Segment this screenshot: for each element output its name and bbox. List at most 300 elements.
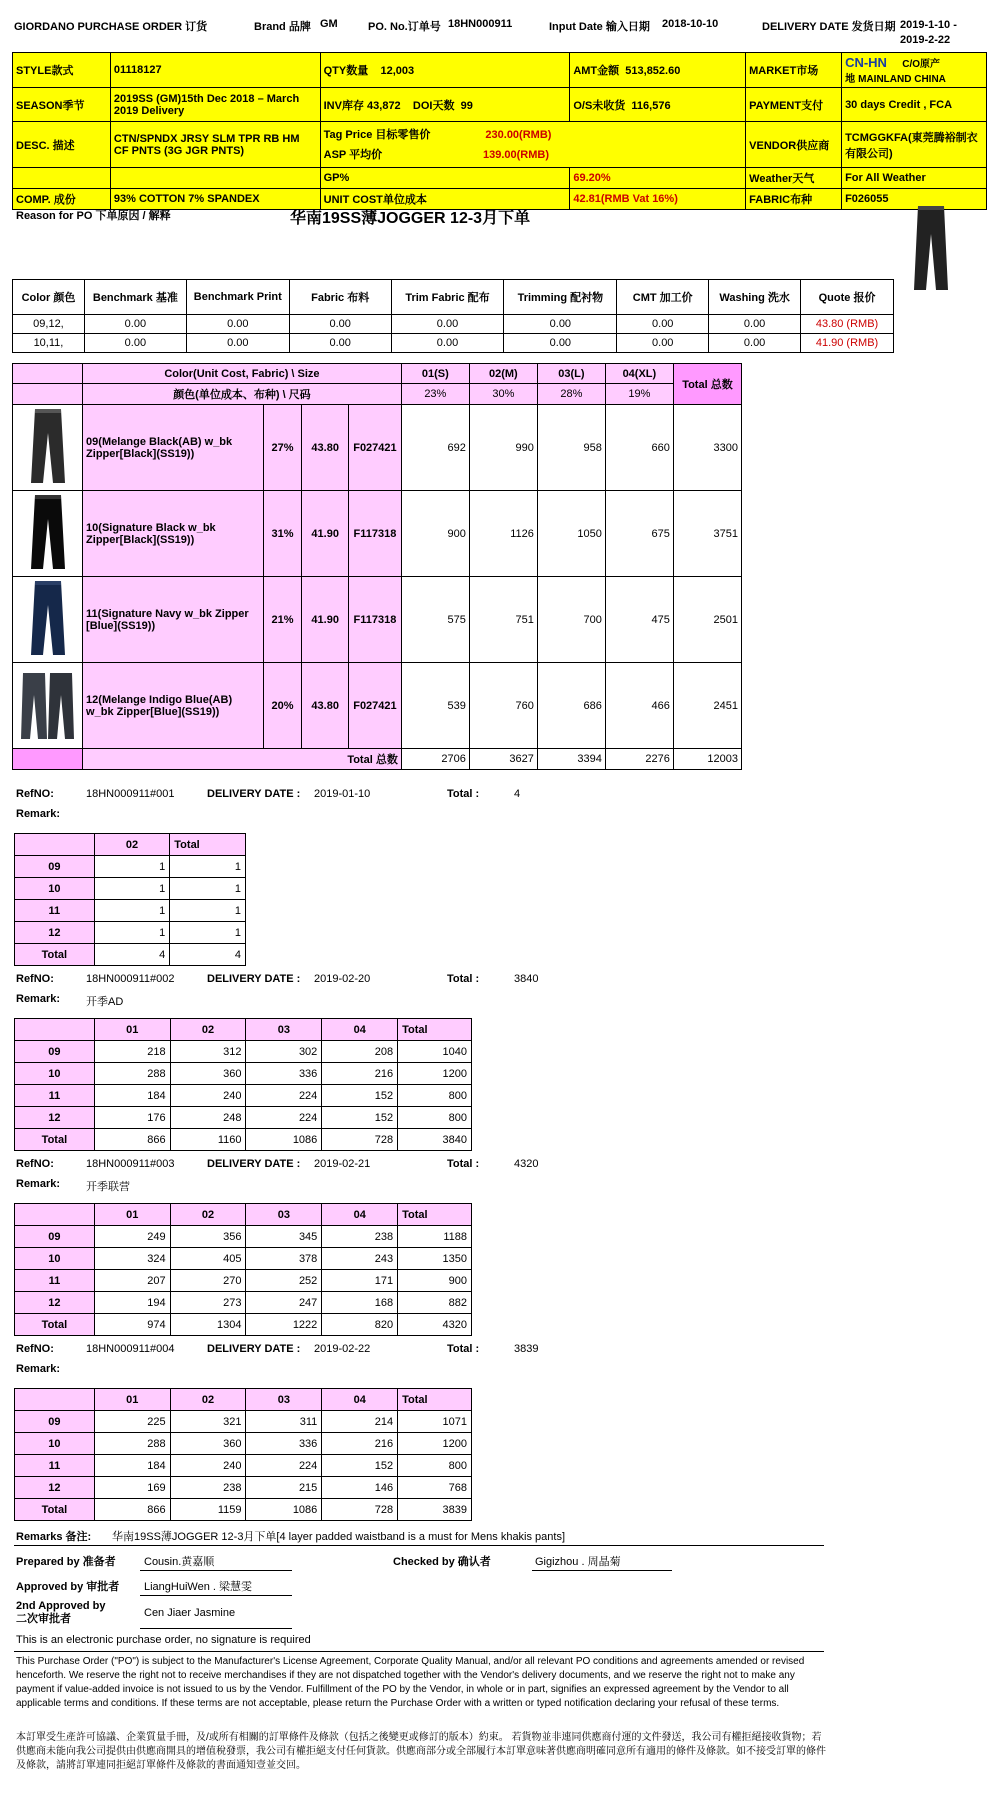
benchmark-cell: 0.00 [186, 334, 289, 353]
grand-total: 12003 [673, 749, 741, 770]
table-row [13, 315, 894, 334]
qty-cell: 866 [94, 1129, 170, 1151]
table-row [15, 1477, 472, 1499]
delivery-total-label: Total : [447, 788, 480, 800]
size-pct: 30% [469, 384, 537, 405]
color-pct: 21% [263, 577, 302, 663]
benchmark-cell: 0.00 [617, 315, 709, 334]
qty-cell: 800 [398, 1455, 472, 1477]
qty-cell: 728 [322, 1129, 398, 1151]
remark-label: Remark: [16, 1178, 61, 1190]
qty-cell: 208 [322, 1041, 398, 1063]
row-header: 11 [15, 1270, 95, 1292]
qty-cell: 184 [94, 1085, 170, 1107]
size-total-row [13, 749, 742, 770]
prepared-value: Cousin.黄嘉顺 [144, 1556, 215, 1568]
po-number: 18HN000911 [448, 18, 513, 30]
row-header: Total [15, 1314, 95, 1336]
qty-cell: 224 [246, 1455, 322, 1477]
reason-label: Reason for PO 下单原因 / 解释 [16, 210, 171, 222]
size-qty: 1050 [537, 491, 605, 577]
row-header: 12 [15, 922, 95, 944]
remark-label: Remark: [16, 993, 61, 1005]
checked-value: Gigizhou . 周晶菊 [535, 1556, 621, 1568]
table-row [15, 1270, 472, 1292]
row-total: 3751 [673, 491, 741, 577]
unit-cost-label: UNIT COST单位成本 [320, 189, 570, 210]
qty-cell: 152 [322, 1107, 398, 1129]
qty-cell: 800 [398, 1107, 472, 1129]
quote-cell: 43.80 (RMB) [801, 315, 894, 334]
color-name: 12(Melange Indigo Blue(AB) w_bk Zipper[Blue](SS19)) [83, 663, 264, 749]
terms-english: This Purchase Order ("PO") is subject to the Manufacturer's License Agreement, Corporate Quality Manual, and/or all relevant PO conditions and agreements amended or revised henceforth. We reserve the right not to receive merchandises if they are not dispatched together with the Vendor's delivery documents, and we reserve the right not to make any payment if value-added invoice is not issued to us by the Vendor. Fulfillment of the PO by the Vendor, in whole or in part, signifies an expressed agreement by the Vendor to all applicable terms and conditions. If these terms are not acceptable, please return the Purchase Order with a written or typed notification declaring your refusal of these terms. [16, 1656, 805, 1709]
row-header: Total [15, 944, 95, 966]
delivery-4-table [14, 1388, 472, 1521]
po-label: PO. No.订单号 [368, 21, 441, 33]
col-header: 03 [246, 1204, 322, 1226]
benchmark-cell: 0.00 [186, 315, 289, 334]
qty-cell: 302 [246, 1041, 322, 1063]
doi-value: 99 [460, 99, 473, 112]
brand-value: GM [320, 18, 338, 30]
row-header: 12 [15, 1477, 95, 1499]
weather-value: For All Weather [842, 168, 987, 189]
os-label: O/S未收货 [573, 99, 626, 112]
qty-cell: 1 [94, 878, 170, 900]
color-pct: 31% [263, 491, 302, 577]
color-name: 10(Signature Black w_bk Zipper[Black](SS19)) [83, 491, 264, 577]
quote-cell: 41.90 (RMB) [801, 334, 894, 353]
table-row [13, 334, 894, 353]
os-cell [570, 88, 746, 122]
row-header: 10 [15, 1063, 95, 1085]
table-row [13, 405, 742, 491]
qty-cell: 270 [170, 1270, 246, 1292]
size-total-label: Total 总数 [83, 749, 402, 770]
row-header: Total [15, 1129, 95, 1151]
remark-value: 开季联营 [86, 1181, 130, 1193]
unit-cost-value: 42.81(RMB Vat 16%) [570, 189, 746, 210]
qty-cell: 378 [246, 1248, 322, 1270]
checked-label: Checked by 确认者 [393, 1556, 491, 1568]
size-qty: 686 [537, 663, 605, 749]
color-cost: 43.80 [302, 663, 349, 749]
fabric-value: F026055 [842, 189, 987, 210]
table-row [15, 944, 246, 966]
remark-label: Remark: [16, 1363, 61, 1375]
table-row [13, 577, 742, 663]
size-qty: 475 [605, 577, 673, 663]
color-name: 11(Signature Navy w_bk Zipper [Blue](SS19)) [83, 577, 264, 663]
delivery-date-label: DELIVERY DATE 发货日期 [762, 21, 896, 33]
qty-cell: 214 [322, 1411, 398, 1433]
delivery-1-table [14, 833, 246, 966]
table-row [15, 1411, 472, 1433]
row-header: Total [15, 1499, 95, 1521]
delivery-date-label: DELIVERY DATE : [207, 1343, 301, 1355]
qty-cell: 146 [322, 1477, 398, 1499]
qty-cell: 4320 [398, 1314, 472, 1336]
qty-cell: 1086 [246, 1129, 322, 1151]
table-row [15, 900, 246, 922]
ref-label: RefNO: [16, 788, 54, 800]
color-fabric: F027421 [349, 405, 402, 491]
qty-cell: 224 [246, 1085, 322, 1107]
benchmark-header-row [13, 280, 894, 315]
qty-cell: 1 [170, 900, 246, 922]
row-header: 11 [15, 900, 95, 922]
ref-label: RefNO: [16, 973, 54, 985]
qty-cell: 1 [94, 922, 170, 944]
co-value: MAINLAND CHINA [858, 74, 946, 85]
qty-cell: 224 [246, 1107, 322, 1129]
table-row [15, 1292, 472, 1314]
qty-cell: 238 [170, 1477, 246, 1499]
qty-label: QTY数量 [323, 65, 369, 77]
row-header: 12 [15, 1292, 95, 1314]
color-fabric: F027421 [349, 663, 402, 749]
col-header: 01 [94, 1389, 170, 1411]
benchmark-header: Fabric 布料 [289, 280, 391, 315]
qty-cell: 405 [170, 1248, 246, 1270]
delivery-date: 2019-01-10 [314, 788, 371, 800]
color-fabric: F117318 [349, 577, 402, 663]
market-value: CN-HN [845, 55, 887, 70]
qty-cell: 1159 [170, 1499, 246, 1521]
col-total: 2706 [401, 749, 469, 770]
row-header: 09 [15, 856, 95, 878]
vendor-value: TCMGGKFA(東莞腾裕制衣有限公司) [842, 122, 987, 168]
approved2-value: Cen Jiaer Jasmine [144, 1607, 236, 1619]
inv-value: 43,872 [367, 99, 401, 112]
qty-cell: 243 [322, 1248, 398, 1270]
row-total: 2501 [673, 577, 741, 663]
benchmark-cell: 0.00 [504, 334, 617, 353]
qty-cell: 152 [322, 1455, 398, 1477]
row-header: 09 [15, 1041, 95, 1063]
qty-cell: 1 [170, 856, 246, 878]
benchmark-cell: 0.00 [391, 315, 504, 334]
table-row [15, 1314, 472, 1336]
ref-number: 18HN000911#002 [86, 973, 175, 985]
electronic-note: This is an electronic purchase order, no signature is required [16, 1634, 311, 1646]
qty-cell: 207 [94, 1270, 170, 1292]
benchmark-header: Color 颜色 [13, 280, 85, 315]
qty-cell: 336 [246, 1433, 322, 1455]
table-row [15, 1085, 472, 1107]
col-header: 01 [94, 1204, 170, 1226]
row-header: 10 [15, 1433, 95, 1455]
size-qty: 751 [469, 577, 537, 663]
po-info-table [12, 52, 987, 210]
comp-value: 93% COTTON 7% SPANDEX [110, 189, 320, 210]
qty-cell: 168 [322, 1292, 398, 1314]
qty-cell: 356 [170, 1226, 246, 1248]
delivery-date-range: 2019-1-10 - 2019-2-22 [900, 19, 957, 46]
qty-cell: 176 [94, 1107, 170, 1129]
qty-cell: 321 [170, 1411, 246, 1433]
qty-cell: 312 [170, 1041, 246, 1063]
col-header: Total [170, 834, 246, 856]
market-co-cell [842, 53, 987, 88]
table-row [15, 1248, 472, 1270]
col-header: 02 [94, 834, 170, 856]
terms-chinese: 本訂單受生產許可協議、企業質量手冊，及/或所有相關的訂單條件及條款（包括之後變更或修訂的版本）約束。 若貨物並非連同供應商付運的文件發送，我公司有權拒絕接收貨物；若供應商未能向我公司提供由供應商開具的增值稅發票，我公司有權拒絕支付任何貨款。供應商部分或全部履行本訂單意味著供應商明確同意所有適用的條件及條款。如不接受訂單的條件及條款，請將訂單連同拒絕訂單條件及條款的書面通知壹並交回。 [16, 1732, 826, 1771]
benchmark-cell: 0.00 [504, 315, 617, 334]
row-header: 11 [15, 1455, 95, 1477]
pants-thumbnail-icon [28, 407, 68, 485]
benchmark-cell: 0.00 [709, 334, 801, 353]
desc-label: DESC. 描述 [13, 122, 111, 168]
qty-cell: 184 [94, 1455, 170, 1477]
qty-cell: 345 [246, 1226, 322, 1248]
delivery-3-table [14, 1203, 472, 1336]
desc-value: CTN/SPNDX JRSY SLM TPR RB HM CF PNTS (3G JGR PNTS) [110, 122, 320, 168]
market-label: MARKET市场 [749, 65, 819, 77]
size-qty: 575 [401, 577, 469, 663]
tag-price-label: Tag Price 目标零售价 [323, 128, 431, 141]
qty-cell: 169 [94, 1477, 170, 1499]
table-row [13, 491, 742, 577]
row-header: 10 [15, 1248, 95, 1270]
qty-cell: 1200 [398, 1433, 472, 1455]
delivery-2-table [14, 1018, 472, 1151]
ref-number: 18HN000911#004 [86, 1343, 175, 1355]
approved2-label: 2nd Approved by 二次审批者 [16, 1600, 106, 1625]
amt-label: AMT金额 [573, 65, 620, 77]
qty-cell: 728 [322, 1499, 398, 1521]
benchmark-header: Trim Fabric 配布 [391, 280, 504, 315]
po-title: GIORDANO PURCHASE ORDER 订货 [14, 21, 208, 33]
qty-cell: 820 [322, 1314, 398, 1336]
benchmark-cell: 0.00 [391, 334, 504, 353]
row-header: 10 [15, 878, 95, 900]
comp-label: COMP. 成份 [13, 189, 111, 210]
remarks-label: Remarks 备注: [16, 1531, 92, 1543]
vendor-label: VENDOR供应商 [746, 122, 842, 168]
qty-cell: 800 [398, 1085, 472, 1107]
qty-cell: 974 [94, 1314, 170, 1336]
qty-cell: 1222 [246, 1314, 322, 1336]
gp-value: 69.20% [570, 168, 746, 189]
remark-value: 开季AD [86, 996, 124, 1008]
qty-cell: 1350 [398, 1248, 472, 1270]
row-header: 09 [15, 1411, 95, 1433]
col-header: Total [398, 1204, 472, 1226]
gp-label: GP% [320, 168, 570, 189]
delivery-date-label: DELIVERY DATE : [207, 1158, 301, 1170]
fabric-label: FABRIC布种 [746, 189, 842, 210]
size-name: 01(S) [401, 364, 469, 384]
size-qty: 675 [605, 491, 673, 577]
size-qty: 1126 [469, 491, 537, 577]
prepared-label: Prepared by 准备者 [16, 1556, 116, 1568]
table-row [15, 1107, 472, 1129]
qty-cell: 240 [170, 1455, 246, 1477]
size-total-header: Total 总数 [673, 364, 741, 405]
benchmark-header: CMT 加工价 [617, 280, 709, 315]
color-cost: 41.90 [302, 577, 349, 663]
input-date-label: Input Date 输入日期 [549, 21, 650, 33]
qty-cell: 1304 [170, 1314, 246, 1336]
os-value: 116,576 [631, 99, 671, 112]
delivery-total-label: Total : [447, 1343, 480, 1355]
col-header: 03 [246, 1389, 322, 1411]
amt-value: 513,852.60 [625, 65, 681, 77]
col-header: 03 [246, 1019, 322, 1041]
qty-cell: 311 [246, 1411, 322, 1433]
benchmark-header: Trimming 配衬物 [504, 280, 617, 315]
qty-cell: 216 [322, 1433, 398, 1455]
co-label: C/O原产地 [845, 59, 941, 85]
size-breakdown-table [12, 363, 742, 770]
reason-title: 华南19SS薄JOGGER 12-3月下单 [290, 210, 531, 227]
qty-cell: 1 [170, 878, 246, 900]
benchmark-cell: 0.00 [289, 334, 391, 353]
delivery-date-label: DELIVERY DATE : [207, 973, 301, 985]
size-name: 03(L) [537, 364, 605, 384]
color-cost: 43.80 [302, 405, 349, 491]
qty-cell: 273 [170, 1292, 246, 1314]
qty-cell: 1 [170, 922, 246, 944]
qty-cell: 360 [170, 1063, 246, 1085]
benchmark-header: Benchmark Print [186, 280, 289, 315]
row-total: 2451 [673, 663, 741, 749]
qty-cell: 866 [94, 1499, 170, 1521]
size-header-1: Color(Unit Cost, Fabric) \ Size [83, 364, 402, 384]
benchmark-header: Washing 洗水 [709, 280, 801, 315]
size-qty: 900 [401, 491, 469, 577]
table-row [15, 1499, 472, 1521]
table-row [15, 922, 246, 944]
style-value: 01118127 [110, 53, 320, 88]
size-qty: 539 [401, 663, 469, 749]
ref-label: RefNO: [16, 1158, 54, 1170]
amt-cell [570, 53, 746, 88]
approved-value: LiangHuiWen . 梁慧雯 [144, 1581, 253, 1593]
payment-value: 30 days Credit , FCA [842, 88, 987, 122]
qty-cell: 248 [170, 1107, 246, 1129]
qty-cell: 360 [170, 1433, 246, 1455]
qty-cell: 4 [94, 944, 170, 966]
col-header: 01 [94, 1019, 170, 1041]
color-pct: 20% [263, 663, 302, 749]
size-header-2: 颜色(单位成本、布种) \ 尺码 [83, 384, 402, 405]
color-name: 09(Melange Black(AB) w_bk Zipper[Black](SS19)) [83, 405, 264, 491]
benchmark-table [12, 279, 894, 353]
benchmark-cell: 0.00 [84, 334, 186, 353]
row-header: 11 [15, 1085, 95, 1107]
col-header: 02 [170, 1204, 246, 1226]
qty-cell: 4 [170, 944, 246, 966]
benchmark-cell: 0.00 [289, 315, 391, 334]
benchmark-header: Quote 报价 [801, 280, 894, 315]
season-value: 2019SS (GM)15th Dec 2018 – March 2019 Delivery [110, 88, 320, 122]
col-header: Total [398, 1389, 472, 1411]
input-date: 2018-10-10 [662, 18, 719, 30]
approved-label: Approved by 审批者 [16, 1581, 120, 1593]
qty-cell: 252 [246, 1270, 322, 1292]
size-name: 02(M) [469, 364, 537, 384]
ref-number: 18HN000911#001 [86, 788, 175, 800]
row-header: 12 [15, 1107, 95, 1129]
qty-cell: 1 [94, 856, 170, 878]
table-row [15, 1433, 472, 1455]
delivery-total-label: Total : [447, 973, 480, 985]
divider [14, 1545, 824, 1546]
col-total: 3394 [537, 749, 605, 770]
benchmark-cell: 09,12, [13, 315, 85, 334]
table-row [15, 1129, 472, 1151]
qty-cell: 288 [94, 1433, 170, 1455]
ref-number: 18HN000911#003 [86, 1158, 175, 1170]
qty-cell: 1160 [170, 1129, 246, 1151]
table-row [15, 878, 246, 900]
qty-cell: 238 [322, 1226, 398, 1248]
qty-cell: 288 [94, 1063, 170, 1085]
size-qty: 692 [401, 405, 469, 491]
benchmark-cell: 0.00 [617, 334, 709, 353]
brand-label: Brand 品牌 [254, 21, 311, 33]
col-header: 02 [170, 1019, 246, 1041]
qty-cell: 240 [170, 1085, 246, 1107]
col-header: 04 [322, 1204, 398, 1226]
size-pct: 19% [605, 384, 673, 405]
delivery-total: 3839 [514, 1343, 539, 1355]
pants-thumbnail-icon [20, 665, 76, 743]
benchmark-cell: 0.00 [84, 315, 186, 334]
delivery-date: 2019-02-21 [314, 1158, 371, 1170]
delivery-total: 4320 [514, 1158, 539, 1170]
table-row [15, 1455, 472, 1477]
size-qty: 760 [469, 663, 537, 749]
qty-value: 12,003 [380, 65, 415, 77]
remarks-text: 华南19SS薄JOGGER 12-3月下单[4 layer padded waistband is a must for Mens khakis pants] [112, 1531, 566, 1543]
qty-cell: 249 [94, 1226, 170, 1248]
qty-cell: 225 [94, 1411, 170, 1433]
qty-cell: 218 [94, 1041, 170, 1063]
size-qty: 466 [605, 663, 673, 749]
qty-cell: 194 [94, 1292, 170, 1314]
qty-cell: 3840 [398, 1129, 472, 1151]
qty-cell: 336 [246, 1063, 322, 1085]
col-header: 02 [170, 1389, 246, 1411]
size-qty: 660 [605, 405, 673, 491]
qty-cell: 1 [94, 900, 170, 922]
delivery-date-label: DELIVERY DATE : [207, 788, 301, 800]
size-qty: 990 [469, 405, 537, 491]
table-row [15, 1063, 472, 1085]
asp-label: ASP 平均价 [323, 148, 383, 161]
delivery-total: 4 [514, 788, 521, 800]
delivery-total-label: Total : [447, 1158, 480, 1170]
qty-cell: 1071 [398, 1411, 472, 1433]
qty-cell: 1188 [398, 1226, 472, 1248]
benchmark-cell: 0.00 [709, 315, 801, 334]
style-label: STYLE款式 [13, 53, 111, 88]
doi-label: DOI天数 [412, 99, 455, 112]
qty-cell: 1040 [398, 1041, 472, 1063]
qty-cell: 900 [398, 1270, 472, 1292]
delivery-date: 2019-02-22 [314, 1343, 371, 1355]
table-row [15, 1226, 472, 1248]
qty-cell: 216 [322, 1063, 398, 1085]
qty-cell: 215 [246, 1477, 322, 1499]
ref-label: RefNO: [16, 1343, 54, 1355]
qty-cell: 3839 [398, 1499, 472, 1521]
delivery-1-header [16, 788, 54, 800]
tag-price-value: 230.00(RMB) [485, 128, 552, 141]
